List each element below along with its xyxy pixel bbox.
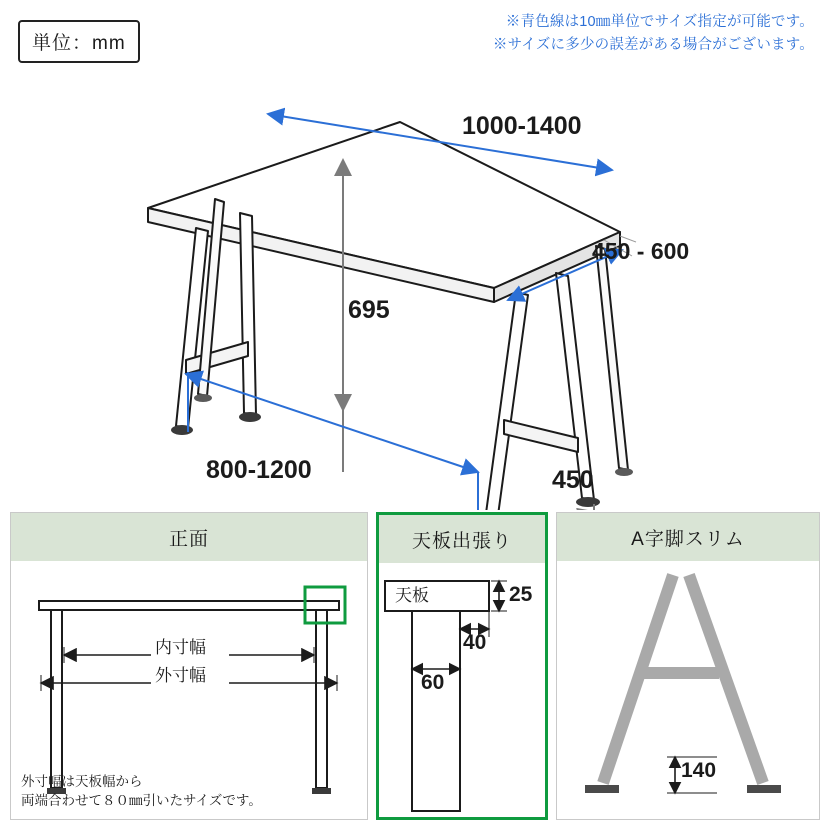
dim-thickness-label: 25 — [509, 583, 533, 606]
panel-a-leg-title: A字脚スリム — [557, 513, 819, 561]
dim-leg-span-label: 800-1200 — [206, 456, 312, 484]
main-drawing — [0, 60, 830, 510]
detail-panels — [10, 512, 820, 820]
overhang-topboard-label: 天板 — [395, 586, 429, 605]
a-leg-right-foot — [747, 785, 781, 793]
front-left-leg — [51, 610, 62, 788]
front-footnote — [21, 772, 262, 811]
front-footnote-line2: 両端合わせて８０㎜引いたサイズです。 — [21, 793, 262, 809]
front-right-leg — [316, 610, 327, 788]
front-right-foot — [312, 788, 331, 794]
dim-inner-width-label: 内寸幅 — [155, 638, 206, 657]
dim-overhang-label: 40 — [463, 631, 487, 654]
panel-overhang — [376, 512, 548, 820]
dim-top-depth-label: 450 - 600 — [592, 238, 690, 264]
front-tabletop — [39, 601, 339, 610]
dim-outer-width-label: 外寸幅 — [155, 666, 206, 685]
dim-legwidth-label: 60 — [421, 671, 445, 694]
dim-leg-span-line — [186, 372, 478, 510]
overhang-leg — [412, 611, 460, 811]
front-footnote-line1: 外寸幅は天板幅から — [21, 773, 143, 789]
panel-front-view — [10, 512, 368, 820]
note-adjustable-size: ※青色線は10㎜単位でサイズ指定が可能です。 — [505, 14, 814, 30]
note-tolerance: ※サイズに多少の誤差がある場合がございます。 — [492, 37, 814, 53]
panel-overhang-body — [379, 563, 545, 823]
panel-a-leg-body — [557, 561, 819, 821]
a-leg-shape — [603, 575, 763, 783]
panel-a-leg-slim — [556, 512, 820, 820]
left-a-leg — [171, 199, 261, 435]
dim-foot-width-label: 140 — [681, 759, 717, 782]
dim-height-label: 695 — [348, 296, 390, 324]
unit-label: 単位：mm — [18, 20, 140, 63]
desk-isometric-svg — [0, 60, 830, 510]
panel-front-title: 正面 — [11, 513, 367, 561]
panel-overhang-title: 天板出張り — [379, 515, 545, 563]
dim-leg-depth-label: 450 — [552, 466, 594, 494]
dim-top-width-label: 1000-1400 — [462, 112, 582, 140]
a-leg-left-foot — [585, 785, 619, 793]
